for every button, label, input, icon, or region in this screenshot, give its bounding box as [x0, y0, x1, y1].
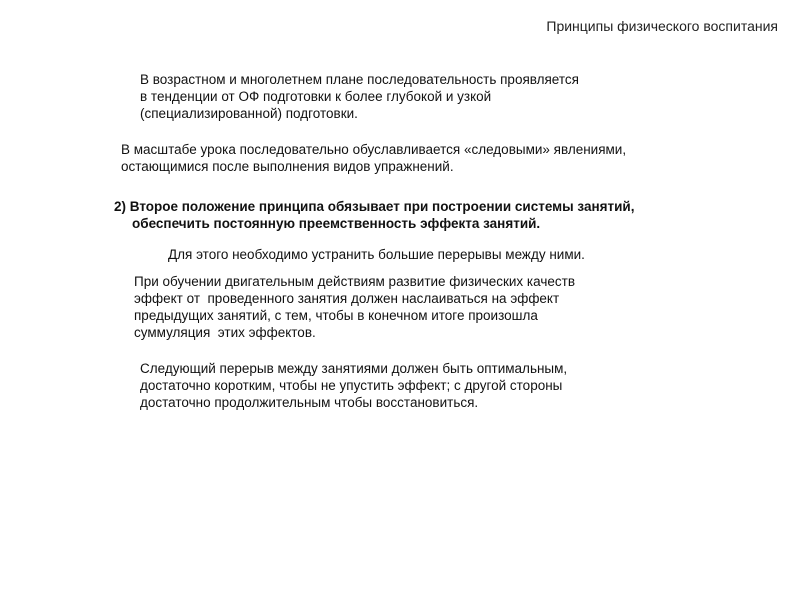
- text-line: достаточно коротким, чтобы не упустить эффект; с другой стороны: [140, 378, 563, 393]
- text-line: В возрастном и многолетнем плане последовательность проявляется: [140, 72, 579, 87]
- text-line: При обучении двигательным действиям развитие физических качеств: [134, 274, 575, 289]
- paragraph-remove-breaks: [168, 246, 585, 263]
- text-line: (специализированной) подготовки.: [140, 106, 358, 121]
- text-line: предыдущих занятий, с тем, чтобы в конечном итоге произошла: [134, 308, 538, 323]
- text-line: Следующий перерыв между занятиями должен быть оптимальным,: [140, 361, 568, 376]
- text-line: Для этого необходимо устранить большие перерывы между ними.: [168, 247, 585, 262]
- slide-title: Принципы физического воспитания: [546, 18, 778, 34]
- text-line: в тенденции от ОФ подготовки к более глубокой и узкой: [140, 89, 492, 104]
- text-line: В масштабе урока последовательно обуславливается «следовыми» явлениями,: [121, 142, 627, 157]
- text-line: достаточно продолжительным чтобы восстановиться.: [140, 395, 479, 410]
- text-line: остающимися после выполнения видов упражнений.: [121, 159, 454, 174]
- text-line: суммуляция этих эффектов.: [134, 325, 316, 340]
- text-line: обеспечить постоянную преемственность эффекта занятий.: [132, 216, 541, 231]
- paragraph-optimal-break: [140, 360, 567, 411]
- paragraph-age-sequence: [140, 71, 579, 122]
- paragraph-motor-training: [134, 273, 575, 341]
- text-line: эффект от проведенного занятия должен наслаиваться на эффект: [134, 291, 560, 306]
- text-line: 2) Второе положение принципа обязывает при построении системы занятий,: [114, 199, 635, 214]
- paragraph-lesson-scale: [121, 141, 626, 175]
- paragraph-second-provision: [114, 198, 634, 232]
